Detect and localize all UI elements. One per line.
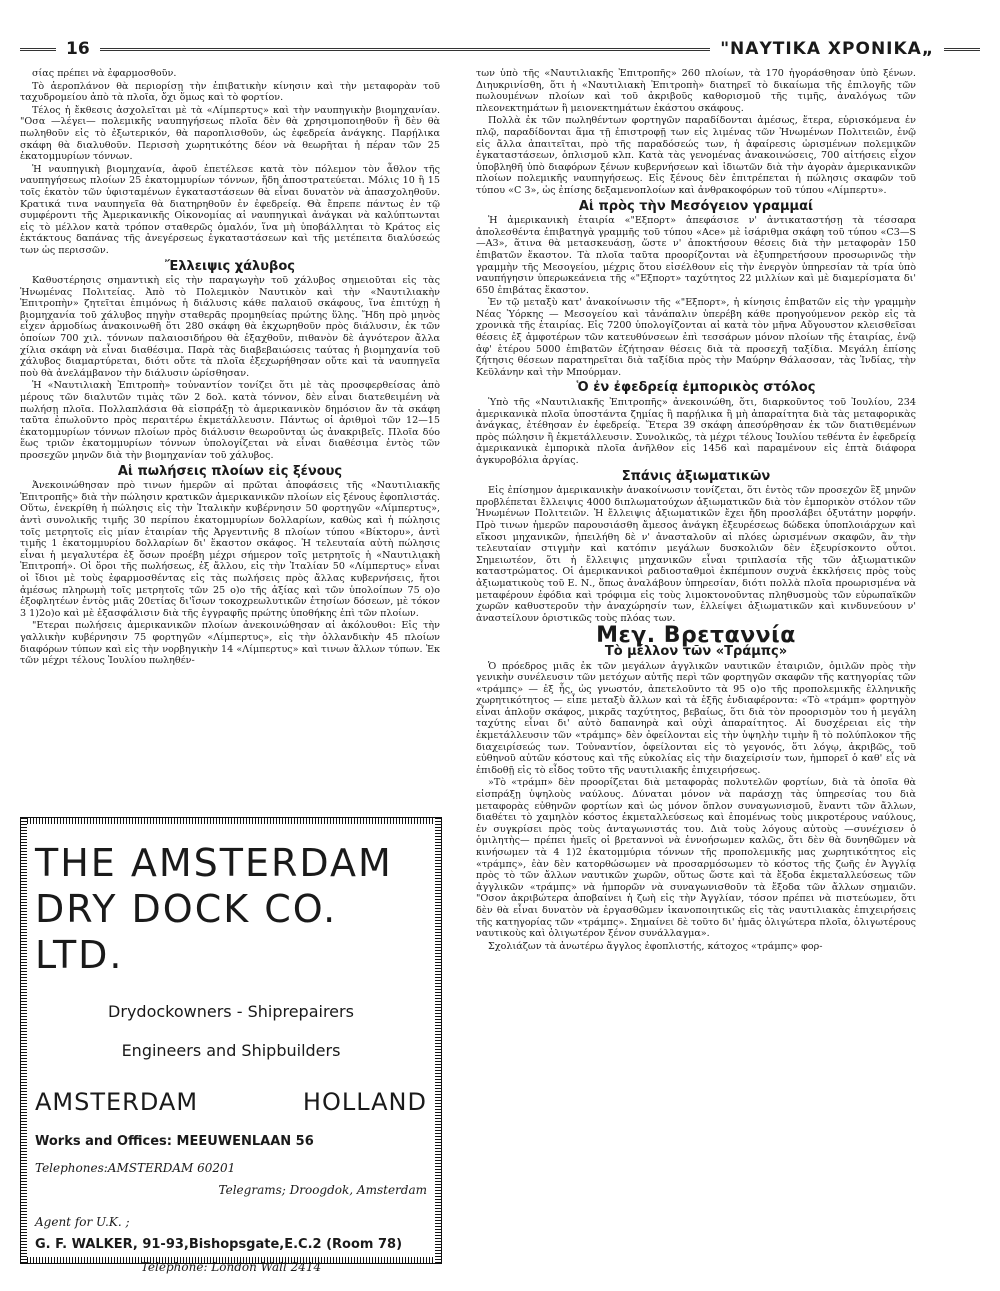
section-heading: Ἔλλειψις χάλυβος <box>165 258 295 274</box>
paragraph: Ἡ ἀμερικανικὴ ἑταιρία «"Εξπορτ» ἀπεφάσισε ν' ἀντικαταστήσῃ τὰ τέσσαρα ἀπολεσθέντα ἐπιβατηγὰ γραμμῆς τοῦ τύπου «Ace» μὲ ἰσάριθμα σκάφη τοῦ τύπου «C3—S—A3», ἅτινα θὰ μετασκευάσῃ, ὥστε ν' ἀποκτήσουν θέσεις διὰ τὴν μεταφορὰν 150 ἐπιβατῶν ἕκαστον. Τὰ πλοῖα ταῦτα προορίζονται νὰ ἐξυπηρετήσουν προσωρινῶς τὴν γραμμὴν τῆς Μεσογείου, μέχρις ὅτου εἰσέλθουν εἰς τὴν ἐνεργὸν ὑπηρεσίαν τὰ τρία ὑπὸ ναυπήγησιν ὑπερωκεάνεια τῆς «"Εξπορτ» ταχύτητος 22 μιλλίων καὶ μὲ διαμερίσματα δι' 650 ἐπιβάτας ἕκαστον. <box>476 215 916 296</box>
ad-company-line1: THE AMSTERDAM <box>35 841 393 885</box>
advertisement-box <box>20 817 442 1274</box>
section-heading: Ὁ ἐν ἐφεδρείᾳ ἐμπορικὸς στόλος <box>576 380 816 396</box>
paragraph: »Τὸ «τράμπ» δὲν προορίζεται διὰ μεταφορὰς πολυτελῶν φορτίων, διὰ τὰ ὁποῖα θὰ εἰσπράξῃ ὑψηλοὺς ναύλους. Δύναται μόνον νὰ παράσχῃ τὰς ὑπηρεσίας του διὰ μεταφορὰς εὐθηνῶν φορτίων καὶ ὡς μόνον ὅπλον συναγωνισμοῦ, ἔναντι τῶν ἄλλων, διαθέτει τὸ χαμηλὸν κόστος ἐκμεταλλεύσεως καὶ ἑπομένως τοὺς μικροτέρους ναύλους, ἐν συγκρίσει πρὸς τοὺς ἀνταγωνιστάς του. Διὰ τοὺς λόγους αὐτοὺς —συνέχισεν ὁ ὁμιλητὴς— πρέπει ἡμεῖς οἱ βρεταννοὶ νὰ ἐννοήσωμεν καλῶς, ὅτι δὲν θὰ δυνηθῶμεν νὰ κινήσωμεν τὰ 4 1)2 ἑκατομμύρια τόννων τῆς προπολεμικῆς μας χωρητικότητος εἰς «τράμπς», ἐὰν δὲν κατορθώσωμεν νὰ προσαρμόσωμεν τὸ κόστος τῆς ζωῆς ἐν Ἀγγλίᾳ πρὸς τὸ τῶν ἄλλων ναυτικῶν χωρῶν, οὕτως ὥστε καὶ τὰ ἔξοδα ἐκμεταλλεύσεως τῶν ἀγγλικῶν «τράμπς» νὰ ἠμπορῶν νὰ συναγωνισθοῦν τὰ ἔξοδα τῶν ἄλλων σημαιῶν. "Οσον ἀκριβώτερα ἀποβαίνει ἡ ζωὴ εἰς τὴν Ἀγγλίαν, τόσον πρέπει νὰ πιστεύωμεν, ὅτι δὲν θὰ εἶναι δυνατὸν νὰ ἐργασθῶμεν ἱκανοποιητικῶς εἰς τὰς ναυτιλιακὰς ἐπιχειρήσεις τῆς κατηγορίας τῶν «τράμπς». Σημαίνει δὲ τοῦτο δι' ἡμᾶς ὀλιγώτερα πλοῖα, ὀλιγωτέρους ναυτικοὺς καὶ ὀλιγωτέρον ξένον συνάλλαγμα». <box>476 777 916 940</box>
paragraph: των ὑπὸ τῆς «Ναυτιλιακῆς Ἐπιτροπῆς» 260 πλοίων, τὰ 170 ἠγοράσθησαν ὑπὸ ξένων. Διηυκρινίσθη, ὅτι ἡ «Ναυτιλιακὴ Ἐπιτροπὴ» διατηρεῖ τὸ δικαίωμα τῆς ἐπιλογῆς τῶν πωλουμένων πλοίων καὶ τοῦ ἀκριβοῦς καθορισμοῦ τῆς τιμῆς, ἀναλόγως τῶν πλεονεκτημάτων ἢ μειονεκτημάτων ἑκάστου σκάφους. <box>476 68 916 114</box>
section-heading: Αἱ πωλήσεις πλοίων εἰς ξένους <box>117 463 343 479</box>
ad-services-2: Engineers and Shipbuilders <box>121 1041 341 1060</box>
ad-agent-label: Agent for U.K. ; <box>35 1215 130 1229</box>
page-number: 16 <box>66 39 90 59</box>
ad-agent: G. F. WALKER, 91-93,Bishopsgate,E.C.2 (Room 78) <box>35 1237 403 1252</box>
ad-border-left <box>21 818 27 1263</box>
country-heading: Μεγ. Βρεταννία <box>596 623 796 649</box>
header-rule <box>100 48 711 51</box>
paragraph: Ἡ ναυπηγικὴ βιομηχανία, ἀφοῦ ἐπετέλεσε κατὰ τὸν πόλεμον τὸν ἆθλον τῆς ναυπηγήσεως πλοίων 25 ἑκατομμυρίων τόννων, ἤδη ἀποστρατεύεται. Μόλις 10 ἢ 15 τοῖς ἑκατὸν τῶν ὑφισταμένων ἐγκαταστάσεων θὰ εἶναι δυνατὸν νὰ ἀπασχοληθοῦν. Κρατικά τινα ναυπηγεῖα θὰ διατηρηθοῦν ἐν ἐφεδρείᾳ. Θὰ ἔπρεπε πάντως ἐν τῷ συμφέροντι τῆς Ἀμερικανικῆς Οἰκονομίας αἱ ναυπηγικαὶ ἀνάγκαι νὰ καλύπτωνται εἰς τὸ μέλλον κατὰ τρόπον σταθερῶς ὁμαλόν, ἵνα μὴ ὑποβάλληται τὸ Κράτος εἰς ἐκτάκτους δαπάνας τῆς ἀνεγέρσεως ἐγκαταστάσεων καὶ τῆς μετέπειτα διαλύσεώς των ὡς περισσῶν. <box>20 163 440 256</box>
paragraph: Εἰς ἐπίσημον ἀμερικανικὴν ἀνακοίνωσιν τονίζεται, ὅτι ἐντὸς τῶν προσεχῶν ἓξ μηνῶν προβλέπεται ἔλλειψις 4000 διπλωματούχων ἀξιωματικῶν διὰ τὸν ἐμπορικὸν στόλον τῶν Ἡνωμένων Πολιτειῶν. Ἡ ἔλλειψις ἀξιωματικῶν ἔχει ἤδη προσλάβει ὀξυτάτην μορφήν. Πρὸ τινων ἡμερῶν παρουσιάσθη ἄμεσος ἀνάγκη ἐξευρέσεως δώδεκα ὑποπλοιάρχων καὶ εἴκοσι μηχανικῶν, ἠπειλήθη δὲ ν' ἀνασταλοῦν αἱ πλόες ὡρισμένων σκαφῶν, ἂν τὴν τελευταίαν στιγμὴν καὶ κατόπιν μεγάλων δυσκολιῶν δὲν ἐξευρίσκοντο οὗτοι. Σημειωτέον, ὅτι ἡ ἔλλειψις μηχανικῶν εἶναι τριπλασία τῆς τῶν ἀξιωματικῶν καταστρώματος. Οἱ ἀμερικανικοὶ ραδιοσταθμοὶ ἐκπέμπουν συχνὰ ἐκκλήσεις πρὸς τοὺς ἀξιωματικοὺς τοῦ Ε. Ν., ὅπως ἀναλάβουν ὑπηρεσίαν, διότι πολλὰ πλοῖα προωρισμένα νὰ μεταφέρουν ἐφόδια καὶ τρόφιμα εἰς τοὺς λιμοκτονοῦντας πληθυσμοὺς τῶν εὐρωπαϊκῶν χωρῶν καθυστεροῦν τὴν ἀναχώρησίν των, ἐλλείψει ἀξιωματικῶν καὶ κινδυνεύουν ν' ἀναστείλουν ὁριστικῶς τοὺς πλόας των. <box>476 485 916 624</box>
ad-telegrams: Telegrams; Droogdok, Amsterdam <box>218 1183 427 1197</box>
header-rule-right <box>944 48 980 51</box>
ad-agent-telephone: Telephone: London Wall 2414 <box>140 1260 322 1274</box>
section-heading: Τὸ μέλλον τῶν «Τράμπς» <box>604 643 788 659</box>
ad-telephones: Telephones:AMSTERDAM 60201 <box>35 1161 236 1175</box>
paragraph: Τὸ ἀεροπλάνον θὰ περιορίσῃ τὴν ἐπιβατικὴν κίνησιν καὶ τὴν μεταφορὰν τοῦ ταχυδρομείου ἀπὸ τὰ πλοῖα, ὄχι ὅμως καὶ τὸ φορτίον. <box>20 80 440 104</box>
paragraph: "Ετεραι πωλήσεις ἀμερικανικῶν πλοίων ἀνεκοινώθησαν αἱ ἀκόλουθοι: Εἰς τὴν γαλλικὴν κυβέρνησιν 75 φορτηγῶν «Λίμπερτυς», εἰς τὴν ὁλλανδικὴν 45 πλοίων διαφόρων τύπων καὶ εἰς τὴν νορβηγικὴν 14 «Λίμπερτυς» καὶ τινων ἄλλων τύπων. Ἐκ τῶν μέχρι τέλους Ἰουλίου πωληθέν- <box>20 620 440 667</box>
paragraph: Ὁ πρόεδρος μιᾶς ἐκ τῶν μεγάλων ἀγγλικῶν ναυτικῶν ἑταιριῶν, ὁμιλῶν πρὸς τὴν γενικὴν συνέλευσιν τῶν μετόχων αὐτῆς περὶ τῶν φορτηγῶν σκαφῶν τῆς κατηγορίας τῶν «τράμπς» — ἐξ ἧς, ὡς γνωστόν, ἀπετελοῦντο τὰ 95 ο)ο τῆς προπολεμικῆς ἑλληνικῆς χωρητικότητος — εἶπε μεταξὺ ἄλλων καὶ τὰ ἑξῆς ἐνδιαφέροντα: «Τὸ «τράμπ» φορτηγὸν εἶναι ἁπλοῦν σκάφος, μικρᾶς ταχύτητος, βεβαίως, ὅτι διὰ τὸν προορισμὸν του ἡ μεγάλη ταχύτης εἶναι δι' αὐτὸ δαπανηρὰ καὶ οὐχὶ ἀπαραίτητος. Αἱ δυσχέρειαι εἰς τὴν ἐκμετάλλευσιν τῶν «τράμπς» δὲν ὀφείλονται εἰς τὴν ὑψηλὴν τιμὴν ἢ τὸ πολύπλοκον τῆς διαχειρίσεώς των. Τοὐναντίον, ὀφείλονται εἰς τὸ γεγονός, ὅτι λόγῳ, ἀκριβῶς, τοῦ εὐθηνοῦ αὐτῶν κόστους καὶ τῆς εὐκολίας εἰς τὴν διαχείρισίν των, ἠμπορεῖ ὁ καθ' εἷς νὰ ἐπιδοθῇ εἰς τὸ εἶδος τοῦτο τῆς ναυτιλιακῆς ἐπιχειρήσεως. <box>476 660 916 776</box>
ad-services-1: Drydockowners - Shiprepairers <box>108 1002 354 1021</box>
paragraph: Ἀνεκοινώθησαν πρὸ τινων ἡμερῶν αἱ πρῶται ἀποφάσεις τῆς «Ναυτιλιακῆς Ἐπιτροπῆς» διὰ τὴν πώλησιν κρατικῶν ἀμερικανικῶν πλοίων εἰς ξένους ἐφοπλιστάς. Οὕτω, ἐνεκρίθη ἡ πώλησις εἰς τὴν Ἰταλικὴν κυβέρνησιν 50 φορτηγῶν «Λίμπερτυς», ἀντὶ συνολικῆς τιμῆς 30 περίπου ἑκατομμυρίων δολλαρίων, καθὼς καὶ ἡ πώλησις τοῖς μετρητοῖς εἰς μίαν ἑταιρίαν τῆς Ἀργεντινῆς 8 πλοίων τύπου «Βίκτορυ», ἀντὶ τιμῆς 1 ἑκατομμυρίου δολλαρίων δι' ἕκαστον σκάφος. Ἡ τελευταία αὐτὴ πώλησις εἶναι ἡ μεγαλυτέρα ἐξ ὅσων προέβη μέχρι σήμερον τοῖς μετρητοῖς ἡ «Ναυτιλιακὴ Ἐπιτροπή». Οἱ ὅροι τῆς πωλήσεως, ἐξ ἄλλου, εἰς τὴν Ἰταλίαν 50 «Λίμπερτυς» εἶναι οἱ ἴδιοι μὲ τοὺς ἐφαρμοσθέντας εἰς τὰς πωλήσεις πρὸς ἄλλας κυβερνήσεις, ἤτοι ἀμέσως πληρωμὴ τοῖς μετρητοῖς τῶν 25 ο)ο τῆς ἀξίας καὶ τῶν ὑπολοίπων 75 ο)ο ἐξοφλητέων ἐντὸς μιᾶς 20ετίας δι'ἴσων τοκοχρεωλυτικῶν ἐτησίων δόσεων, μὲ τόκον 3 1)2ο)ο καὶ μὲ ἐξασφάλισιν διὰ τῆς ἐγγραφῆς πρώτης ὑποθήκης ἐπὶ τῶν πλοίων. <box>20 480 440 619</box>
right-column <box>476 68 916 953</box>
paragraph: Καθυστέρησις σημαντικὴ εἰς τὴν παραγωγὴν τοῦ χάλυβος σημειοῦται εἰς τὰς Ἡνωμένας Πολιτείας. Ἀπὸ τὸ Πολεμικὸν Ναυτικὸν καὶ τὴν «Ναυτιλιακὴν Ἐπιτροπὴν» ζητεῖται ἐπιμόνως ἡ διάλυσις κάθε παλαιοῦ σκάφους, ἵνα ἐπιτύχῃ ἡ βιομηχανία τοῦ χάλυβος πηγὴν σταθερᾶς προμηθείας πρώτης ὕλης. Ἤδη πρὸ μηνὸς εἶχεν ἁρμοδίως ἀνακοινωθῆ ὅτι 280 σκάφη θὰ ἐκχωρηθοῦν πρὸς διάλυσιν, ἐκ τῶν ὁποίων 700 χιλ. τόννων παλαιοσιδήρου θὰ ἐξαχθοῦν, πιθανὸν δὲ ἀγνότερον ἄλλα χίλια σκάφη νὰ εἶναι διαθέσιμα. Παρὰ τὰς διαβεβαιώσεις ταύτας ἡ βιομηχανία τοῦ χάλυβος διαμαρτύρεται, διότι οὔτε τὰ πλοῖα ἐξεχωρήθησαν οὔτε καὶ τὰ ναυπηγεῖα ποὺ θὰ ἀνελάμβανον τὴν διάλυσιν ὡρίσθησαν. <box>20 275 440 379</box>
ad-border-right <box>435 818 441 1263</box>
page-header <box>20 38 980 60</box>
paragraph: Τέλος ἡ ἔκθεσις ἀσχολεῖται μὲ τὰ «Λίμπερτυς» καὶ τὴν ναυπηγικὴν βιομηχανίαν. "Οσα —λέγει— πολεμικῆς ναυπηγήσεως πλοῖα δὲν θὰ χρησιμοποιηθοῦν ἢ δὲν θὰ πωληθοῦν εἰς τὸ ἐξωτερικόν, θὰ παροπλισθοῦν, ὡς ἐφεδρεία ἀνάγκης. Παρῄλικα σκάφη θὰ διαλυθοῦν. Περισσὴ χωρητικότης δέον νὰ θεωρῆται ἡ πέραν τῶν 25 ἑκατομμυρίων τόννων. <box>20 104 440 163</box>
magazine-title: "ΝΑΥΤΙΚΑ ΧΡΟΝΙΚΑ„ <box>720 39 934 59</box>
paragraph: Ἐν τῷ μεταξὺ κατ' ἀνακοίνωσιν τῆς «"Εξπορτ», ἡ κίνησις ἐπιβατῶν εἰς τὴν γραμμὴν Νέας Ὑόρκης — Μεσογείου καὶ τἀνάπαλιν ὑπερέβη κάθε προηγούμενον ρεκὸρ εἰς τὰ χρονικὰ τῆς ἑταιρίας. Εἰς 7200 ὑπολογίζονται αἱ κατὰ τὸν μῆνα Αὔγουστον κλεισθεῖσαι θέσεις ἐξ ἀμφοτέρων τῶν κατευθύνσεων ἐπὶ τεσσάρων μόνον πλοίων τῆς ἑταιρίας, ἐνῷ ἀφ' ἑτέρου 5000 ἐπιβατῶν ἐζήτησαν θέσεις διὰ τὰ προσεχῆ ταξίδια. Μεγάλη ἐπίσης ζήτησις θέσεων παρατηρεῖται διὰ ταξίδια πρὸς τὴν Μαύρην Θάλασσαν, τὰς Ἰνδίας, τὴν Κεϋλάνην καὶ τὴν Μπούρμαν. <box>476 297 916 378</box>
ad-country: HOLLAND <box>302 1088 427 1116</box>
ad-border-top <box>21 818 441 824</box>
paragraph: Πολλὰ ἐκ τῶν πωληθέντων φορτηγῶν παραδίδονται ἀμέσως, ἕτερα, εὑρισκόμενα ἐν πλῷ, παραδίδονται ἅμα τῇ ἐπιστροφῇ των εἰς λιμένας τῶν Ἡνωμένων Πολιτειῶν, ἐνῷ εἰς ἄλλα ἀπαιτεῖται, πρὸ τῆς παραδόσεώς των, ἡ ἀφαίρεσις ὡρισμένων πολεμικῶν ἐγκαταστάσεων, ὁπλισμοῦ κλπ. Κατὰ τὰς γενομένας ἀνακοινώσεις, 700 αἰτήσεις εἶχον ὑποβληθῆ ὑπὸ διαφόρων ξένων κυβερνήσεων καὶ ἰδιωτῶν διὰ τὴν ἀγορὰν ἀμερικανικῶν πλοίων πολεμικῆς ναυπηγήσεως. Εἰς ξένους δὲν ἐπιτρέπεται ἡ πώλησις σκαφῶν τοῦ τύπου «C 3», ὡς ἐπίσης δεξαμενοπλοίων καὶ ἀνθρακοφόρων τοῦ τύπου «Λίμπερτυ». <box>476 115 916 196</box>
section-heading: Αἱ πρὸς τὴν Μεσόγειον γραμμαί <box>578 198 814 214</box>
ad-location-row <box>35 1088 427 1116</box>
ad-city: AMSTERDAM <box>35 1088 199 1116</box>
paragraph: σίας πρέπει νὰ ἐφαρμοσθοῦν. <box>32 68 177 79</box>
paragraph: Ὑπὸ τῆς «Ναυτιλιακῆς Ἐπιτροπῆς» ἀνεκοινώθη, ὅτι, διαρκοῦντος τοῦ Ἰουλίου, 234 ἀμερικανικὰ πλοῖα ὑποστάντα ζημίας ἢ παρῄλικα ἢ μὴ ἀπαραίτητα διὰ τὰς μεταφορικὰς ἀνάγκας, ἐτέθησαν ἐν ἐφεδρείᾳ. Ἕτερα 39 σκάφη ἀπεσύρθησαν ἐκ τῶν διατιθεμένων πρὸς πώλησιν ἢ ἐκμετάλλευσιν. Συνολικῶς, τὰ μέχρι τέλους Ἰουλίου τεθέντα ἐν ἐφεδρείᾳ ἀμερικανικὰ ἐμπορικὰ πλοῖα ἀνῆλθον εἰς 1456 καὶ παραμένουν εἰς ἑπτὰ διάφορα ἀγκυροβόλια ἀργίας. <box>476 397 916 466</box>
paragraph: Σχολιάζων τὰ ἀνωτέρω ἄγγλος ἐφοπλιστής, κάτοχος «τράμπς» φορ- <box>488 940 823 952</box>
ad-content <box>35 830 427 1274</box>
header-rule-left <box>20 48 56 51</box>
ad-company-line2: DRY DOCK CO. LTD. <box>35 887 338 977</box>
paragraph: Ἡ «Ναυτιλιακὴ Ἐπιτροπὴ» τοὐναντίον τονίζει ὅτι μὲ τὰς προσφερθείσας ἀπὸ μέρους τῶν διαλυτῶν τιμὰς τῶν 2 δολ. κατὰ τόννον, δὲν εἶναι διατεθειμένη νὰ πωλήσῃ πλοῖα. Πολλαπλάσια θὰ εἰσπράξῃ τὸ ἀμερικανικὸν δημόσιον ἂν τὰ σκάφη ταῦτα ἐπωλοῦντο πρὸς περαιτέρω ἐκμετάλλευσιν. Πάντως οἱ ἀριθμοὶ τῶν 12—15 ἑκατομμυρίων τόννων πλοίων πρὸς διάλυσιν θεωροῦνται ὡς ἀνακριβεῖς. Πλοῖα δύο ἕως τριῶν ἑκατομμυρίων τόννων ὑπολογίζεται νὰ εἶναι διαθέσιμα ἐντὸς τῶν προσεχῶν μηνῶν διὰ τὴν βιομηχανίαν τοῦ χάλυβος. <box>20 380 440 461</box>
left-column <box>20 68 440 668</box>
ad-works-address: Works and Offices: MEEUWENLAAN 56 <box>35 1134 314 1149</box>
section-heading: Σπάνις ἀξιωματικῶν <box>621 468 771 484</box>
